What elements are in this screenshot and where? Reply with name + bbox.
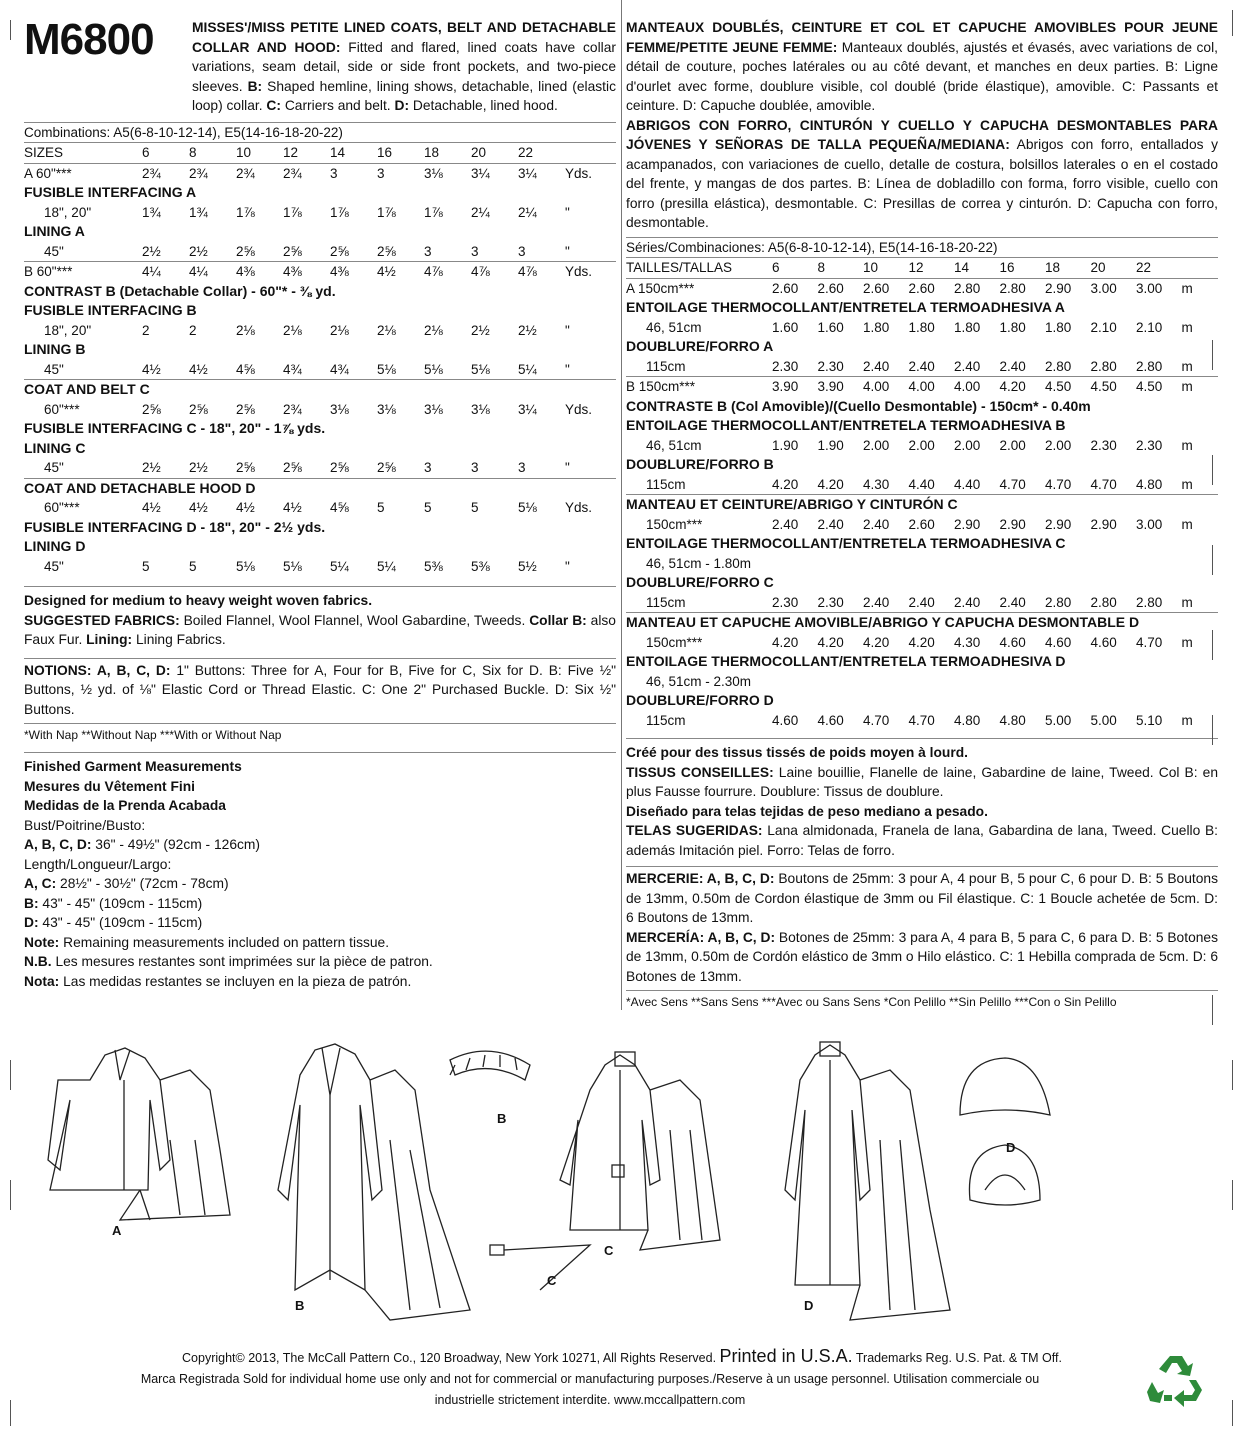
- yardage-row: B 150cm*** 3.90 3.90 4.00 4.00 4.00 4.20 4.50 4.50 4.50 m: [626, 376, 1218, 397]
- yardage-row: 60"*** 4½ 4½ 4½ 4½ 4⅝ 5 5 5 5⅛ Yds.: [44, 500, 593, 515]
- yardage-row: A 60"*** 2¾ 2¾ 2¾ 2¾ 3 3 3⅛ 3¼ 3¼ Yds.: [24, 163, 616, 184]
- material-heading: DOUBLURE/FORRO C: [626, 574, 774, 590]
- combinations: Combinations: A5(6-8-10-12-14), E5(14-16-18-20-22): [24, 122, 616, 143]
- label-c: C: [604, 1243, 614, 1258]
- material-heading: LINING C: [24, 439, 86, 456]
- column-divider: [621, 0, 622, 1010]
- fabrics-section: Designed for medium to heavy weight woven fabrics. SUGGESTED FABRICS: Boiled Flannel, Wool Flannel, Wool Gabardine, Tweeds. Collar B: also Faux Fur. Lining: Lining Fabrics.: [24, 586, 616, 650]
- french-description: MANTEAUX DOUBLÉS, CEINTURE ET COL ET CAPUCHE AMOVIBLES POUR JEUNE FEMME/PETITE JEUNE FEMME: Manteaux doublés, ajustés et évasés, avec variations de col, détail de couture, poches latérales ou au côté devant, et manches en deux parties. B: Ligne d'ourlet avec forme, doublure visible, col doublé (bride élastique), amovible. C: Passants et ceinture. D: Capuche doublée, amovible.: [626, 20, 1218, 113]
- yardage-row: 46, 51cm 1.90 1.90 2.00 2.00 2.00 2.00 2.00 2.30 2.30 m: [646, 437, 1193, 453]
- english-description: MISSES'/MISS PETITE LINED COATS, BELT AND DETACHABLE COLLAR AND HOOD: Fitted and flared, lined coats have collar variations, seam detail, side or side front pockets, and two-piece sleeves. B: Shaped hemline, lining shows, detachable, lined (elastic loop) collar. C: Carriers and belt. D: Detachable, lined hood.: [192, 20, 616, 113]
- combinations-fr-es: Séries/Combinaciones: A5(6-8-10-12-14), E5(14-16-18-20-22): [626, 237, 1218, 258]
- yardage-row: 60"*** 2⅝ 2⅝ 2⅝ 2¾ 3⅛ 3⅛ 3⅛ 3⅛ 3¼ Yds.: [44, 401, 593, 417]
- material-heading: MANTEAU ET CEINTURE/ABRIGO Y CINTURÓN C: [626, 494, 1218, 515]
- material-heading: FUSIBLE INTERFACING B: [24, 302, 197, 318]
- label-a: A: [112, 1223, 122, 1238]
- label-b: B: [295, 1298, 305, 1313]
- english-column: [24, 15, 616, 991]
- yardage-table-metric: [626, 257, 1218, 730]
- yardage-row: 45" 5 5 5⅛ 5⅛ 5¼ 5¼ 5⅜ 5⅜ 5½ ": [44, 558, 570, 574]
- yardage-row: 18", 20" 2 2 2⅛ 2⅛ 2⅛ 2⅛ 2⅛ 2½ 2½ ": [44, 322, 570, 338]
- fabrics-fr-es: Créé pour des tissus tissés de poids moyen à lourd. TISSUS CONSEILLES: Laine bouillie, Flanelle de laine, Gabardine de laine, Tweed. Col B: en plus Fausse fourrure. Doublure: Tissus de doublure. Diseñado para telas tejidas de peso mediano a pesado. TELAS SUGERIDAS: Lana almidonada, Franela de lana, Gabardina de lana, Tweed. Cuello B: además Imitación piel. Forro: Telas de forro.: [626, 738, 1218, 860]
- garment-illustrations: [30, 1040, 1210, 1340]
- pattern-code: M6800: [24, 15, 154, 64]
- material-heading: DOUBLURE/FORRO D: [626, 692, 774, 708]
- material-heading: CONTRAST B (Detachable Collar) - 60"* - ⅜ yd.: [24, 282, 336, 299]
- yardage-row: 45" 2½ 2½ 2⅝ 2⅝ 2⅝ 2⅝ 3 3 3 ": [44, 243, 570, 259]
- french-spanish-column: [626, 18, 1218, 1011]
- material-heading: ENTOILAGE THERMOCOLLANT/ENTRETELA TERMOADHESIVA D: [626, 653, 1066, 669]
- sizes-row: TAILLES/TALLAS 6 8 10 12 14 16 18 20 22: [626, 257, 1218, 278]
- yardage-row: 115cm 4.20 4.20 4.30 4.40 4.40 4.70 4.70 4.70 4.80 m: [646, 476, 1193, 492]
- material-heading: DOUBLURE/FORRO A: [626, 338, 774, 354]
- footer-website: industrielle strictement interdite. www.mccallpattern.com: [434, 1393, 746, 1407]
- view-d-illustration: [785, 1042, 950, 1320]
- footer-copyright: Copyright© 2013, The McCall Pattern Co., 120 Broadway, New York 10271, All Rights Reserved. Printed in U.S.A. Trademarks Reg. U.S. Pat. & TM Off.: [182, 1346, 1062, 1366]
- nap-legend: *With Nap **Without Nap ***With or Without Nap: [24, 723, 616, 744]
- material-heading: FUSIBLE INTERFACING D - 18", 20" - 2½ yds.: [24, 518, 326, 535]
- material-heading: ENTOILAGE THERMOCOLLANT/ENTRETELA TERMOADHESIVA A: [626, 299, 1065, 315]
- material-heading: MANTEAU ET CAPUCHE AMOVIBLE/ABRIGO Y CAPUCHA DESMONTABLE D: [626, 612, 1218, 633]
- view-a-illustration: [48, 1048, 230, 1220]
- material-heading: LINING D: [24, 538, 86, 554]
- material-heading: FUSIBLE INTERFACING C - 18", 20" - 1⅞ yds.: [24, 420, 326, 436]
- label-c2: C: [547, 1273, 557, 1288]
- material-heading: COAT AND DETACHABLE HOOD D: [24, 478, 616, 499]
- view-b-illustration: [278, 1044, 470, 1320]
- english-title: MISSES'/MISS PETITE LINED COATS, BELT AND DETACHABLE COLLAR AND HOOD:: [192, 20, 616, 55]
- material-heading: ENTOILAGE THERMOCOLLANT/ENTRETELA TERMOADHESIVA B: [626, 417, 1066, 433]
- material-heading: ENTOILAGE THERMOCOLLANT/ENTRETELA TERMOADHESIVA C: [626, 535, 1066, 551]
- yardage-row: 45" 2½ 2½ 2⅝ 2⅝ 2⅝ 2⅝ 3 3 3 ": [44, 460, 570, 475]
- yardage-row: 45" 4½ 4½ 4⅝ 4¾ 4¾ 5⅛ 5⅛ 5⅛ 5¼ ": [44, 361, 570, 377]
- yardage-row: 115cm 2.30 2.30 2.40 2.40 2.40 2.40 2.80 2.80 2.80 m: [646, 594, 1193, 610]
- yardage-row: 46, 51cm 1.60 1.60 1.80 1.80 1.80 1.80 1.80 2.10 2.10 m: [646, 319, 1193, 335]
- material-heading: LINING A: [24, 223, 85, 239]
- footer-usage: Marca Registrada Sold for individual home use only and not for commercial or manufacturing purposes./Reserve à un usage personnel. Utilisation commerciale ou: [140, 1372, 1040, 1386]
- material-heading: FUSIBLE INTERFACING A: [24, 184, 197, 200]
- spanish-description: ABRIGOS CON FORRO, CINTURÓN Y CUELLO Y CAPUCHA DESMONTABLES PARA JÓVENES Y SEÑORAS DE TALLA PEQUEÑA/MEDIANA: Abrigos con forro, entallados y acampanados, con variaciones de cuello, detalle de costura, bolsillos laterales o en el costado del frente, y mangas de dos partes. B: Línea de dobladillo con forma, forro visible, cuello con forro (presilla elástica), desmontable. C: Presillas de correa y cinturón. D: Capucha con forro, desmontable.: [626, 117, 1218, 230]
- belt-c: [490, 1245, 590, 1290]
- label-d: D: [804, 1298, 814, 1313]
- label-d2: D: [1006, 1140, 1016, 1155]
- label-b2: B: [497, 1111, 507, 1126]
- yardage-row: 150cm*** 2.40 2.40 2.40 2.60 2.90 2.90 2.90 2.90 3.00 m: [646, 516, 1193, 532]
- material-heading: DOUBLURE/FORRO B: [626, 456, 774, 472]
- notions-section: NOTIONS: A, B, C, D: 1" Buttons: Three for A, Four for B, Five for C, Six for D. B: Five ½" Buttons, ½ yd. of ⅛" Elastic Cord or Thread Elastic. C: One 2" Purchased Buckle. D: Six ½" Buttons.: [24, 658, 616, 720]
- yardage-row: B 60"*** 4¼ 4¼ 4⅜ 4⅜ 4⅜ 4½ 4⅞ 4⅞ 4⅞ Yds.: [24, 261, 616, 282]
- material-heading: LINING B: [24, 341, 86, 357]
- yardage-row: 18", 20" 1¾ 1¾ 1⅞ 1⅞ 1⅞ 1⅞ 1⅞ 2¼ 2¼ ": [44, 204, 570, 220]
- yardage-row: 115cm 4.60 4.60 4.70 4.70 4.80 4.80 5.00 5.00 5.10 m: [646, 712, 1193, 728]
- material-heading: COAT AND BELT C: [24, 379, 616, 400]
- finished-measurements: Finished Garment Measurements Mesures du Vêtement Fini Medidas de la Prenda Acabada Bust/Poitrine/Busto: A, B, C, D: 36" - 49½" (92cm - 126cm) Length/Longueur/Largo: A, C: 28½" - 30½" (72cm - 78cm) B: 43" - 45" (109cm - 115cm) D: 43" - 45" (109cm - 115cm) Note: Remaining measurements included on pattern tissue. N.B. Les mesures restantes sont imprimées sur la pièce de patron. Nota: Las medidas restantes se incluyen en la pieza de patrón.: [24, 752, 616, 991]
- material-heading: CONTRASTE B (Col Amovible)/(Cuello Desmontable) - 150cm* - 0.40m: [626, 397, 1091, 414]
- yardage-row: 150cm*** 4.20 4.20 4.20 4.20 4.30 4.60 4.60 4.60 4.70 m: [646, 634, 1193, 650]
- material-heading: 46, 51cm - 1.80m: [646, 555, 752, 571]
- yardage-row: 115cm 2.30 2.30 2.40 2.40 2.40 2.40 2.80 2.80 2.80 m: [646, 358, 1193, 374]
- sizes-row: SIZES 6 8 10 12 14 16 18 20 22: [24, 142, 616, 163]
- notions-fr-es: MERCERIE: A, B, C, D: Boutons de 25mm: 3 pour A, 4 pour B, 5 pour C, 6 pour D. B: 5 Boutons de 13mm, 0.50m de Cordon élastique de 3mm ou Fil élastique. C: 1 Boucle achetée de 5cm. D: 6 Boutons de 13mm. MERCERÍA: A, B, C, D: Botones de 25mm: 3 para A, 4 para B, 5 para C, 6 para D. B: 5 Botones de 13mm, 0.50m de Cordón elástico de 3mm o Hilo elástico. C: 1 Hebilla comprada de 5cm. D: 6 Botones de 13mm.: [626, 866, 1218, 986]
- material-heading: 46, 51cm - 2.30m: [646, 673, 752, 689]
- yardage-table-english: [24, 142, 616, 576]
- hood-d-illustration: [960, 1058, 1050, 1205]
- nap-legend-fr-es: *Avec Sens **Sans Sens ***Avec ou Sans Sens *Con Pelillo **Sin Pelillo ***Con o Sin Pelillo: [626, 990, 1218, 1011]
- detachable-collar-b: [450, 1051, 530, 1080]
- recycle-icon: [1146, 1352, 1206, 1408]
- english-header: [24, 15, 616, 116]
- yardage-row: A 150cm*** 2.60 2.60 2.60 2.60 2.80 2.80 2.90 3.00 3.00 m: [626, 278, 1218, 299]
- view-c-illustration: [560, 1052, 720, 1250]
